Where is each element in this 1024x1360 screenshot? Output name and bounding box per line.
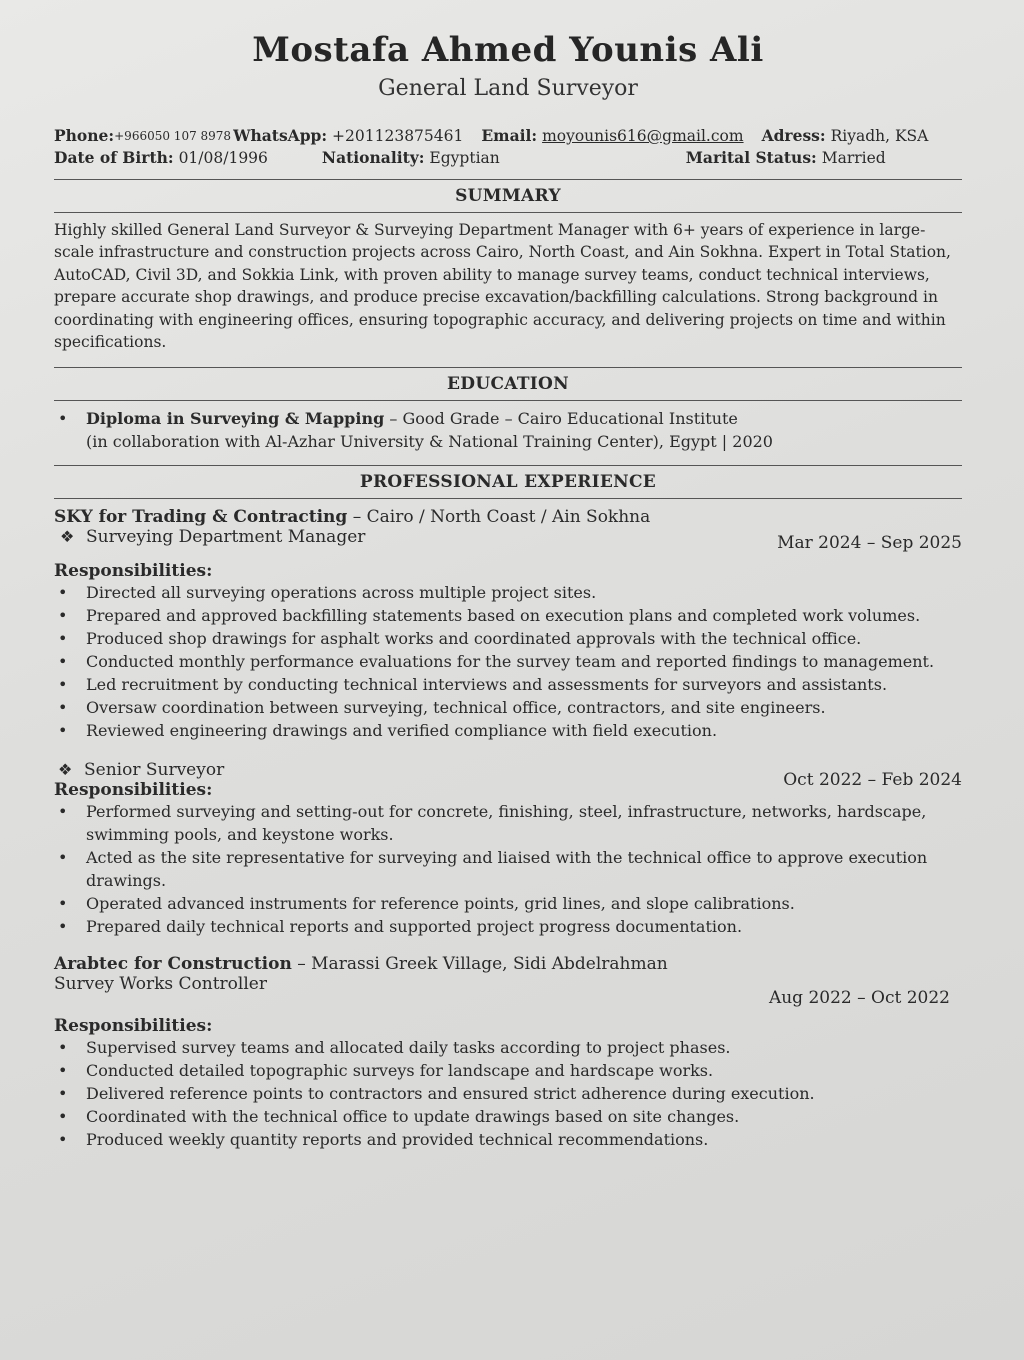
list-item: • Delivered reference points to contractors and ensured strict adherence during execution. (86, 1082, 962, 1105)
phone-value: +966050 107 8978 (114, 129, 232, 143)
list-item: • Supervised survey teams and allocated daily tasks according to project phases. (86, 1036, 962, 1059)
list-item: • Conducted monthly performance evaluations for the survey team and reported findings to management. (86, 650, 962, 673)
list-item: • Acted as the site representative for surveying and liaised with the technical office to approve execution drawings. (86, 846, 962, 892)
list-item: • Operated advanced instruments for reference points, grid lines, and slope calibrations. (86, 892, 962, 915)
candidate-title: General Land Surveyor (378, 76, 638, 101)
education-list (54, 407, 962, 453)
list-item: • Conducted detailed topographic surveys for landscape and hardscape works. (86, 1059, 962, 1082)
list-item: • Performed surveying and setting-out for concrete, finishing, steel, infrastructure, networks, hardscape, swimming pools, and keystone works. (86, 800, 962, 846)
company-location: – Marassi Greek Village, Sidi Abdelrahman (291, 954, 668, 975)
diamond-bullet-icon: ❖ (58, 760, 73, 780)
summary-text: Highly skilled General Land Surveyor & Surveying Department Manager with 6+ years of experience in large-scale infrastructure and construction projects across Cairo, North Coast, and Ain Sokhna. Expert in Total Station, AutoCAD, Civil 3D, and Sokkia Link, with proven ability to manage survey teams, conduct technical interviews, prepare accurate shop drawings, and produce precise excavation/backfilling calculations. Strong background in coordinating with engineering offices, ensuring topographic accuracy, and delivering projects on time and within specifications. (54, 221, 951, 352)
company-arabtec (54, 954, 962, 974)
responsibilities-label: Responsibilities: (54, 780, 213, 801)
responsibilities-list (54, 1036, 962, 1151)
summary-heading: SUMMARY (455, 186, 561, 206)
company-location: – Cairo / North Coast / Ain Sokhna (347, 507, 651, 528)
divider (54, 498, 962, 499)
list-item: • Reviewed engineering drawings and verified compliance with field execution. (86, 719, 962, 742)
job-row (54, 527, 962, 554)
marital-value: Married (821, 149, 886, 167)
nationality-label: Nationality: (321, 148, 425, 167)
contact-row-1 (54, 125, 962, 147)
phone-label: Phone: (54, 126, 115, 145)
responsibilities-label: Responsibilities: (54, 561, 213, 582)
divider (54, 179, 962, 180)
experience-heading: PROFESSIONAL EXPERIENCE (359, 472, 657, 493)
divider (54, 465, 962, 466)
list-item: • Produced weekly quantity reports and provided technical recommendations. (86, 1128, 962, 1151)
nationality-value: Egyptian (429, 149, 500, 167)
education-detail: – Good Grade – Cairo Educational Institute (384, 409, 738, 429)
candidate-name: Mostafa Ahmed Younis Ali (252, 30, 764, 70)
responsibilities-list (54, 800, 962, 938)
whatsapp-value: +201123875461 (332, 127, 464, 145)
job-dates: Mar 2024 – Sep 2025 (777, 533, 962, 554)
education-heading: EDUCATION (447, 374, 569, 395)
job-title: ❖ Senior Surveyor (58, 760, 225, 781)
dob-label: Date of Birth: (54, 148, 174, 167)
education-line2: (in collaboration with Al-Azhar University & National Training Center), Egypt | 2020 (86, 432, 773, 452)
divider (54, 212, 962, 213)
list-item: • Oversaw coordination between surveying, technical office, contractors, and site engineers. (86, 696, 962, 719)
marital-label: Marital Status: (685, 148, 817, 167)
dob-value: 01/08/1996 (178, 149, 268, 167)
company-name: SKY for Trading & Contracting (54, 507, 348, 528)
list-item (86, 407, 962, 453)
list-item: • Led recruitment by conducting technical interviews and assessments for surveyors and assistants. (86, 673, 962, 696)
contact-block (54, 125, 962, 169)
job-row (54, 974, 962, 1009)
list-item: • Coordinated with the technical office to update drawings based on site changes. (86, 1105, 962, 1128)
divider (54, 400, 962, 401)
address-value: Riyadh, KSA (830, 127, 929, 145)
divider (54, 367, 962, 368)
whatsapp-label: WhatsApp: (233, 126, 328, 145)
list-item: • Produced shop drawings for asphalt works and coordinated approvals with the technical office. (86, 627, 962, 650)
address-label: Adress: (761, 126, 826, 145)
responsibilities-label: Responsibilities: (54, 1016, 213, 1037)
list-item: • Prepared and approved backfilling statements based on execution plans and completed work volumes. (86, 604, 962, 627)
list-item: • Prepared daily technical reports and supported project progress documentation. (86, 915, 962, 938)
contact-row-2 (54, 147, 962, 169)
job-dates: Aug 2022 – Oct 2022 (768, 988, 950, 1009)
list-item: • Directed all surveying operations across multiple project sites. (86, 581, 962, 604)
job-dates: Oct 2022 – Feb 2024 (783, 770, 962, 791)
company-name: Arabtec for Construction (54, 954, 292, 975)
job-title: Survey Works Controller (54, 974, 267, 995)
responsibilities-list (54, 581, 962, 742)
company-sky (54, 507, 962, 527)
email-link[interactable]: moyounis616@gmail.com (542, 127, 744, 145)
job-title: ❖ Surveying Department Manager (60, 527, 366, 548)
education-degree: Diploma in Surveying & Mapping (86, 409, 385, 429)
email-label: Email: (481, 126, 538, 145)
diamond-bullet-icon: ❖ (60, 527, 75, 547)
